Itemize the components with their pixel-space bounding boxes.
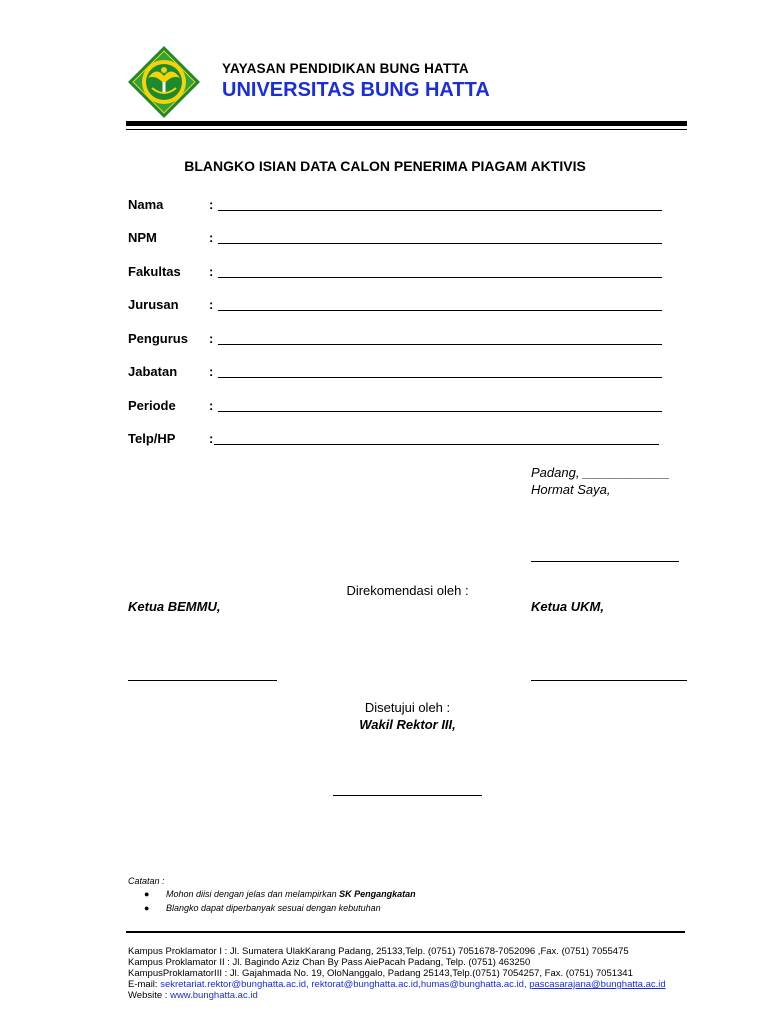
field-label-periode: Periode: [128, 398, 176, 413]
note-item-1-text: Mohon diisi dengan jelas dan melampirkan: [166, 889, 340, 899]
footer-email: [128, 979, 666, 990]
notes-heading: Catatan :: [128, 876, 165, 886]
field-label-npm: NPM: [128, 230, 157, 245]
applicant-signature-line[interactable]: [531, 561, 679, 562]
field-label-telp: Telp/HP: [128, 431, 176, 446]
note-item-2: Blangko dapat diperbanyak sesuai dengan kebutuhan: [166, 903, 381, 913]
bullet-icon: ●: [144, 903, 150, 913]
field-input-fakultas[interactable]: [218, 277, 662, 278]
university-seal-icon: [126, 44, 202, 120]
field-colon: :: [209, 264, 214, 279]
email-links[interactable]: sekretariat.rektor@bunghatta.ac.id, rektorat@bunghatta.ac.id,humas@bunghatta.ac.id,: [160, 979, 530, 990]
footer-campus-1: Kampus Proklamator I : Jl. Sumatera UlakKarang Padang, 25133,Telp. (0751) 7051678-7052096 ,Fax. (0751) 7055475: [128, 946, 629, 957]
field-input-pengurus[interactable]: [218, 344, 662, 345]
field-colon: :: [209, 431, 214, 446]
recommended-by: Direkomendasi oleh :: [346, 583, 469, 598]
field-input-telp[interactable]: [214, 444, 659, 445]
email-label: E-mail:: [128, 979, 161, 990]
website-label: Website :: [128, 990, 171, 1001]
note-item-1: [166, 889, 416, 899]
footer-campus-3: KampusProklamatorIII : Jl. Gajahmada No. 19, OloNanggalo, Padang 25143,Telp.(0751) 7054257, Fax. (0751) 7051341: [128, 968, 633, 979]
email-link-pasca[interactable]: pascasarajana@bunghatta.ac.id: [529, 979, 666, 990]
footer-website: [128, 990, 258, 1001]
note-item-1-bold: SK Pengangkatan: [339, 889, 416, 899]
field-label-jurusan: Jurusan: [128, 297, 179, 312]
regards-text: Hormat Saya,: [531, 482, 611, 497]
right-signer-title: Ketua UKM,: [531, 599, 604, 614]
field-colon: :: [209, 364, 214, 379]
footer-campus-2: Kampus Proklamator II : Jl. Bagindo Aziz Chan By Pass AiePacah Padang, Telp. (0751) 463250: [128, 957, 531, 968]
ukm-signature-line[interactable]: [531, 680, 687, 681]
field-input-npm[interactable]: [218, 243, 662, 244]
bullet-icon: ●: [144, 889, 150, 899]
field-colon: :: [209, 230, 214, 245]
bemmu-signature-line[interactable]: [128, 680, 277, 681]
field-colon: :: [209, 297, 214, 312]
field-input-jurusan[interactable]: [218, 310, 662, 311]
approver-title: Wakil Rektor III,: [359, 717, 456, 732]
field-label-pengurus: Pengurus: [128, 331, 188, 346]
left-signer-title: Ketua BEMMU,: [128, 599, 221, 614]
field-label-jabatan: Jabatan: [128, 364, 178, 379]
field-colon: :: [209, 398, 214, 413]
field-label-fakultas: Fakultas: [128, 264, 181, 279]
field-colon: :: [209, 331, 214, 346]
footer-rule: [126, 931, 685, 933]
field-input-nama[interactable]: [218, 210, 662, 211]
approved-by: Disetujui oleh :: [364, 700, 451, 715]
field-colon: :: [209, 197, 214, 212]
field-input-jabatan[interactable]: [218, 377, 662, 378]
header-rule-thick: [126, 121, 687, 126]
university-name: UNIVERSITAS BUNG HATTA: [222, 79, 490, 101]
foundation-name: YAYASAN PENDIDIKAN BUNG HATTA: [222, 61, 469, 76]
field-input-periode[interactable]: [218, 411, 662, 412]
header-rule-thin: [126, 129, 687, 130]
field-label-nama: Nama: [128, 197, 164, 212]
place-date: Padang, ____________: [531, 465, 670, 480]
approver-signature-line[interactable]: [333, 795, 482, 796]
website-link[interactable]: www.bunghatta.ac.id: [170, 990, 258, 1001]
form-title: BLANGKO ISIAN DATA CALON PENERIMA PIAGAM AKTIVIS: [184, 158, 586, 174]
